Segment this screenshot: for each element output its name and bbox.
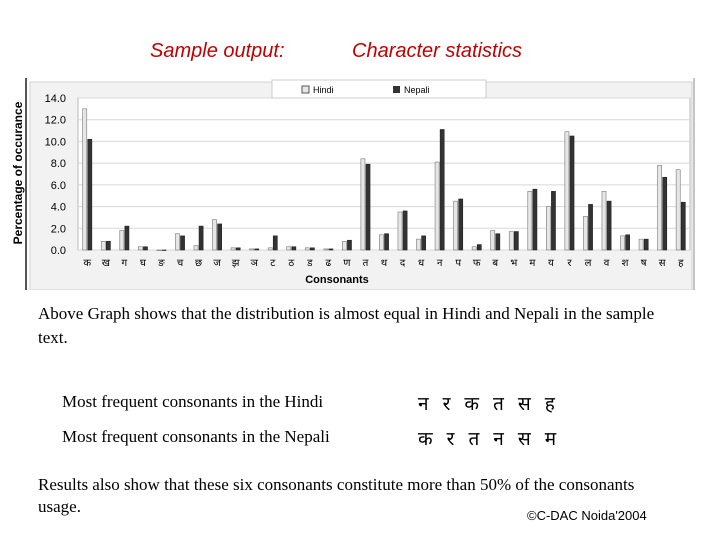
bar-hindi: [194, 246, 198, 250]
character-statistics-chart: [0, 78, 700, 290]
bar-nepali: [644, 239, 648, 250]
y-tick-label: 14.0: [44, 93, 66, 105]
bar-nepali: [88, 139, 92, 250]
bar-nepali: [626, 235, 630, 250]
bar-nepali: [366, 164, 370, 250]
bar-nepali: [329, 249, 333, 250]
legend-swatch-nepali: [393, 86, 400, 93]
bar-hindi: [250, 249, 254, 250]
bar-hindi: [175, 234, 179, 250]
bar-nepali: [551, 191, 555, 250]
bar-hindi: [546, 207, 550, 250]
bar-nepali: [218, 224, 222, 250]
x-tick-label: ज: [213, 258, 221, 269]
y-tick-label: 4.0: [50, 201, 66, 214]
bar-nepali: [181, 236, 185, 250]
bar-hindi: [509, 232, 513, 250]
y-tick-label: 10.0: [44, 136, 66, 149]
bar-hindi: [454, 201, 458, 250]
plot-area: [78, 98, 690, 250]
x-tick-label: भ: [510, 258, 518, 269]
bar-hindi: [472, 247, 476, 250]
bar-nepali: [310, 248, 314, 250]
hindi-frequent-label: Most frequent consonants in the Hindi: [62, 392, 324, 411]
x-tick-label: ञ: [250, 258, 258, 269]
bar-hindi: [268, 248, 272, 250]
bar-nepali: [570, 136, 574, 250]
x-tick-label: त: [362, 258, 369, 269]
bar-hindi: [157, 250, 161, 251]
bar-hindi: [138, 247, 142, 250]
nepali-frequent-label: Most frequent consonants in the Nepali: [62, 427, 330, 446]
x-tick-label: क: [83, 258, 92, 269]
bar-nepali: [292, 247, 296, 250]
x-tick-label: ङ: [158, 258, 165, 269]
bar-hindi: [324, 249, 328, 250]
bar-hindi: [287, 247, 291, 250]
bar-hindi: [379, 235, 383, 250]
x-tick-label: ठ: [288, 258, 295, 269]
bar-nepali: [273, 236, 277, 250]
nepali-frequent-chars: क र त न स म: [418, 428, 561, 450]
x-tick-label: द: [399, 258, 406, 269]
bar-hindi: [676, 170, 680, 250]
x-tick-label: र: [567, 258, 572, 269]
bar-nepali: [106, 241, 110, 250]
bar-hindi: [491, 230, 495, 250]
bar-hindi: [528, 191, 532, 250]
x-tick-label: ब: [492, 258, 499, 269]
x-tick-label: ग: [121, 258, 128, 269]
title-sample-output: Sample output:: [150, 40, 285, 62]
summary-paragraph: Above Graph shows that the distribution is almost equal in Hindi and Nepali in the sample text.: [38, 304, 655, 347]
x-axis-label: Consonants: [305, 274, 369, 286]
x-tick-label: ढ: [325, 258, 332, 269]
bar-hindi: [361, 159, 365, 250]
y-tick-label: 8.0: [50, 158, 66, 171]
bar-hindi: [342, 241, 346, 250]
x-tick-label: ख: [101, 258, 110, 269]
result-paragraph: Results also show that these six consonants constitute more than 50% of the consonants usage.: [38, 475, 635, 516]
bar-hindi: [120, 230, 124, 250]
y-tick-label: 0.0: [50, 245, 66, 257]
bar-nepali: [477, 245, 481, 250]
bar-hindi: [583, 216, 587, 250]
x-tick-label: प: [455, 258, 462, 269]
y-tick-label: 6.0: [50, 179, 66, 192]
bar-nepali: [125, 226, 129, 250]
bar-hindi: [305, 248, 309, 250]
x-tick-label: छ: [195, 258, 203, 269]
x-tick-label: थ: [380, 258, 388, 269]
bar-hindi: [213, 220, 217, 250]
bar-hindi: [398, 212, 402, 250]
bar-nepali: [255, 249, 259, 250]
bar-nepali: [496, 234, 500, 250]
bar-nepali: [681, 202, 685, 250]
legend-label-nepali: Nepali: [404, 85, 430, 95]
x-tick-label: घ: [139, 258, 146, 269]
slide-title: [0, 40, 720, 70]
title-character-statistics: Character statistics: [352, 40, 523, 62]
bar-nepali: [533, 189, 537, 250]
bar-hindi: [639, 239, 643, 250]
hindi-frequent-chars: न र क त स ह: [418, 393, 559, 415]
bar-hindi: [231, 248, 235, 250]
y-axis-label: Percentage of occurance: [11, 101, 25, 245]
bar-nepali: [143, 247, 147, 250]
x-tick-label: झ: [231, 258, 240, 269]
legend-label-hindi: Hindi: [313, 85, 334, 95]
bar-nepali: [403, 211, 407, 250]
bar-hindi: [417, 239, 421, 250]
bar-nepali: [589, 204, 593, 250]
bar-nepali: [422, 236, 426, 250]
x-tick-label: व: [603, 258, 610, 269]
bar-hindi: [435, 162, 439, 250]
x-tick-label: ड: [307, 258, 313, 269]
y-tick-label: 12.0: [44, 114, 66, 127]
x-tick-label: स: [658, 258, 666, 269]
legend-swatch-hindi: [302, 86, 309, 93]
x-tick-label: न: [436, 258, 443, 269]
legend: [272, 80, 486, 98]
bar-hindi: [83, 109, 87, 250]
bar-nepali: [199, 226, 203, 250]
bar-nepali: [347, 240, 351, 250]
bar-nepali: [607, 201, 611, 250]
bar-nepali: [385, 234, 389, 250]
x-tick-label: य: [548, 258, 554, 269]
x-tick-label: ण: [343, 258, 351, 269]
x-tick-label: ष: [640, 258, 647, 269]
x-tick-label: ट: [270, 258, 276, 269]
y-tick-label: 2.0: [50, 223, 66, 236]
x-tick-label: श: [621, 258, 629, 269]
x-tick-label: म: [529, 258, 536, 269]
copyright-text: ©C-DAC Noida'2004: [527, 508, 647, 523]
x-tick-label: ह: [678, 258, 684, 269]
bar-nepali: [663, 177, 667, 250]
x-tick-label: ल: [584, 258, 592, 269]
bar-nepali: [514, 232, 518, 250]
bar-nepali: [440, 129, 444, 250]
bar-hindi: [565, 132, 569, 250]
bar-hindi: [621, 236, 625, 250]
bar-nepali: [236, 248, 240, 250]
x-tick-label: च: [176, 258, 184, 269]
bar-hindi: [658, 165, 662, 250]
x-tick-label: फ: [472, 258, 481, 269]
bar-hindi: [101, 241, 105, 250]
x-tick-label: ध: [418, 258, 425, 269]
bar-nepali: [162, 250, 166, 251]
bar-nepali: [459, 199, 463, 250]
bar-hindi: [602, 191, 606, 250]
